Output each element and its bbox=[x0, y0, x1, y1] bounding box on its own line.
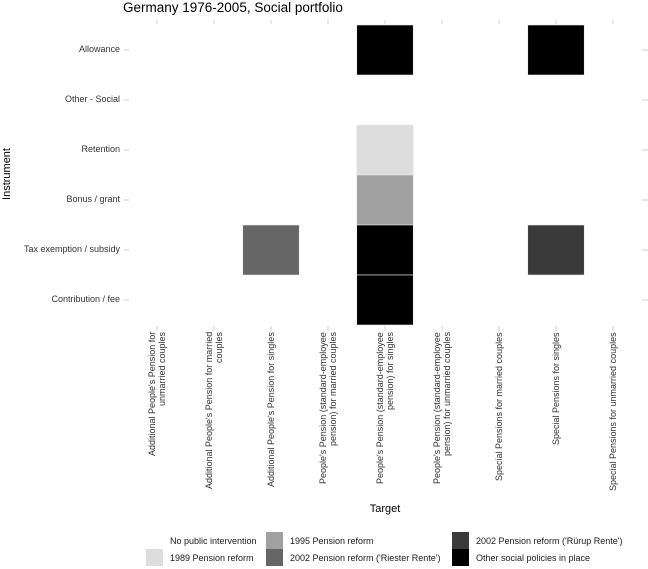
heatmap-cell bbox=[357, 125, 414, 175]
heatmap-cell bbox=[528, 225, 585, 275]
y-tick-label: Allowance bbox=[78, 44, 120, 54]
x-tick-label: People's Pension (standard-employee pension) for married couples bbox=[318, 332, 338, 484]
legend-swatch bbox=[266, 549, 283, 566]
heatmap-cell bbox=[357, 275, 414, 325]
legend-label: No public intervention bbox=[170, 535, 257, 546]
heatmap-cell bbox=[357, 25, 414, 75]
legend-swatch bbox=[146, 549, 163, 566]
legend-swatch bbox=[452, 549, 469, 566]
heatmap-cell bbox=[357, 225, 414, 275]
legend-item bbox=[452, 549, 590, 566]
legend-item bbox=[266, 549, 441, 566]
x-tick-label: People's Pension (standard-employee pension) for unmarried couples bbox=[432, 332, 452, 484]
y-tick-label: Contribution / fee bbox=[51, 294, 120, 304]
x-tick-label: Additional People's Pension for married couples bbox=[204, 332, 224, 490]
x-tick-label: Additional People's Pension for singles bbox=[266, 332, 276, 487]
x-tick-label: Additional People's Pension for unmarried couples bbox=[147, 332, 167, 457]
heatmap-cell bbox=[357, 175, 414, 225]
legend-swatch bbox=[452, 532, 469, 549]
legend-label: 1989 Pension reform bbox=[170, 552, 254, 563]
legend-swatch bbox=[266, 532, 283, 549]
legend-label: Other social policies in place bbox=[476, 552, 591, 563]
x-tick-label: Special Pensions for unmarried couples bbox=[608, 332, 618, 491]
y-tick-label: Retention bbox=[81, 144, 120, 154]
x-tick-label: Special Pensions for married couples bbox=[494, 332, 504, 481]
x-tick-label: Special Pensions for singles bbox=[551, 332, 561, 445]
y-tick-label: Bonus / grant bbox=[66, 194, 120, 204]
y-tick-label: Tax exemption / subsidy bbox=[23, 244, 120, 254]
legend-label: 2002 Pension reform ('Riester Rente') bbox=[290, 552, 441, 563]
y-tick-label: Other - Social bbox=[64, 94, 120, 104]
legend-item bbox=[146, 549, 254, 566]
legend-item bbox=[266, 532, 374, 549]
heatmap-cell bbox=[528, 25, 585, 75]
heatmap-cell bbox=[243, 225, 300, 275]
x-tick-label: People's Pension (standard-employee pension) for singles bbox=[375, 332, 395, 484]
legend-swatch bbox=[146, 532, 163, 549]
heatmap-cells bbox=[243, 25, 585, 325]
y-axis-title: Instrument bbox=[1, 148, 13, 200]
legend-label: 2002 Pension reform ('Rürup Rente') bbox=[476, 535, 623, 546]
legend-label: 1995 Pension reform bbox=[290, 535, 374, 546]
x-axis-title: Target bbox=[369, 503, 401, 515]
legend-item bbox=[146, 532, 257, 549]
legend-item bbox=[452, 532, 623, 549]
chart-title: Germany 1976-2005, Social portfolio bbox=[123, 0, 343, 15]
